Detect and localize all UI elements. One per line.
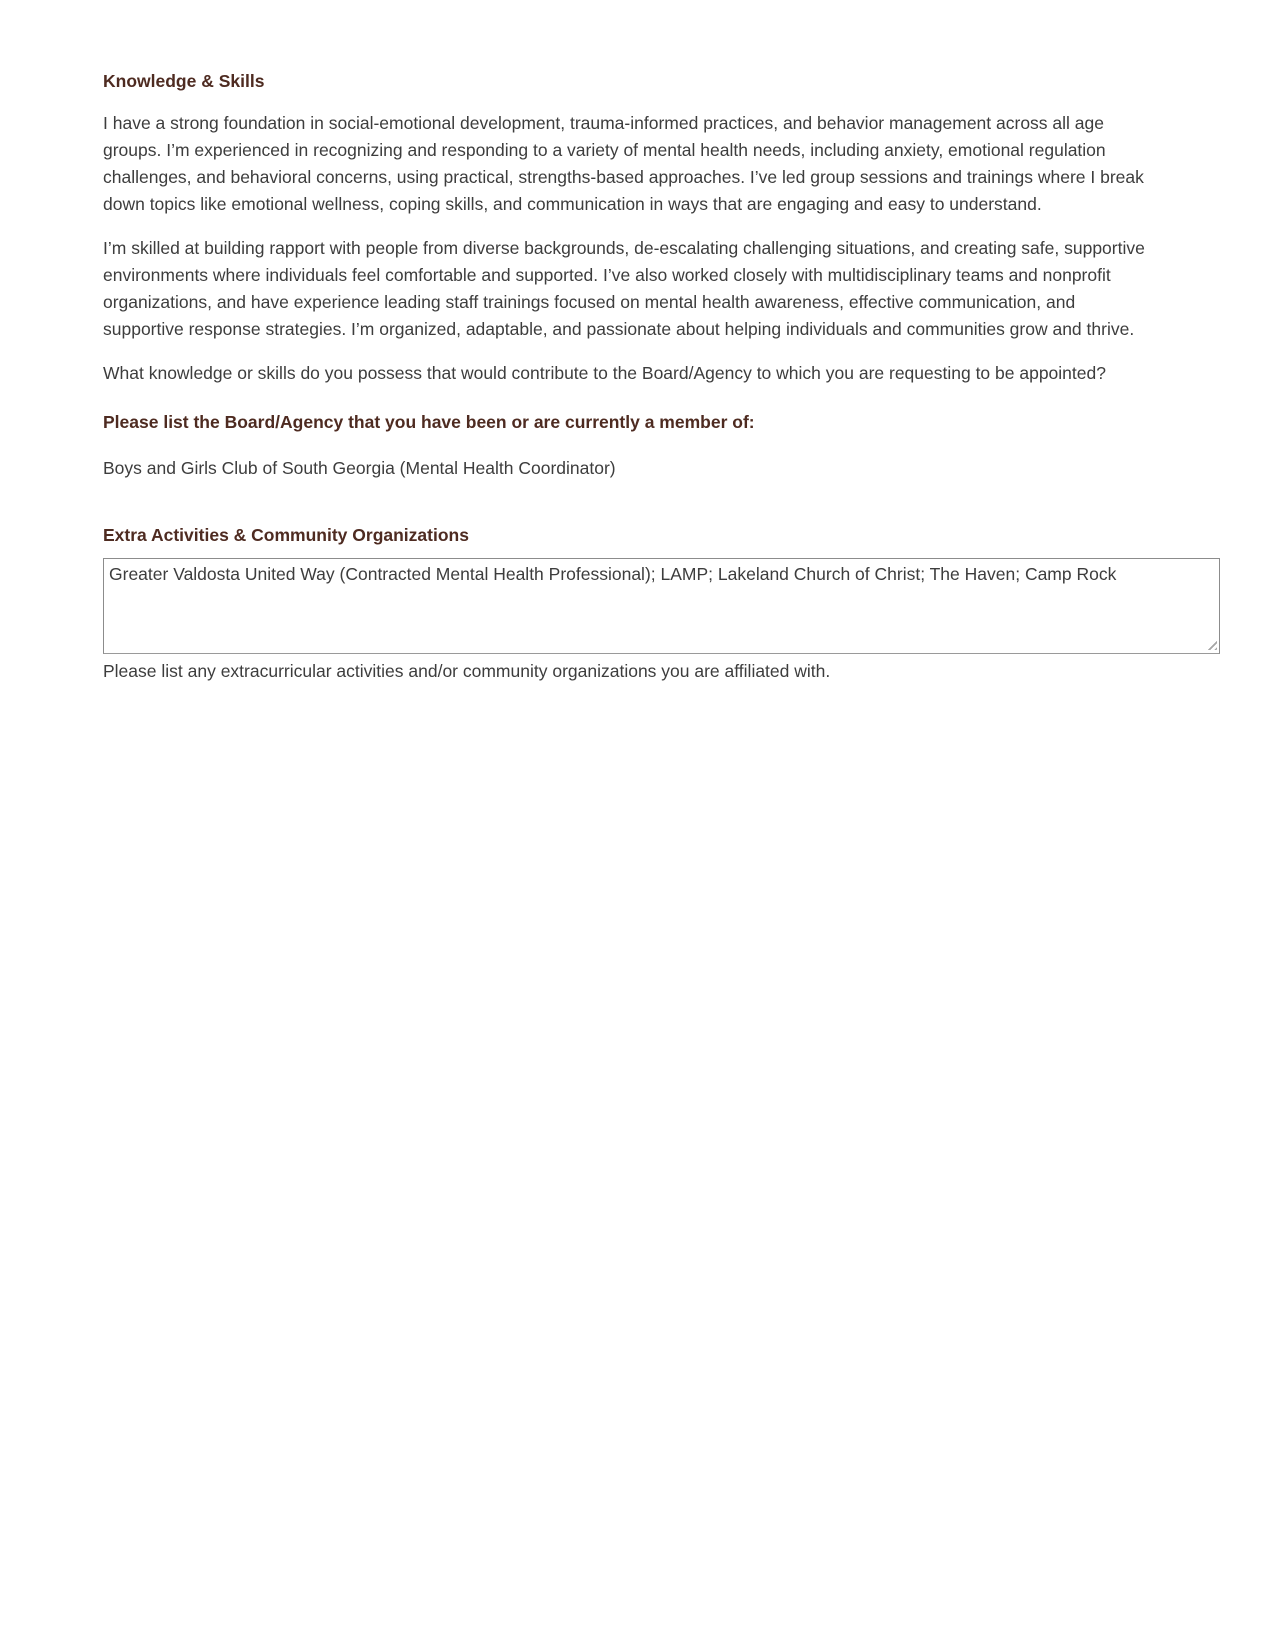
knowledge-skills-question: What knowledge or skills do you possess that would contribute to the Board/Agency to which you are requesting to be appointed?: [103, 363, 1106, 383]
extra-activities-textarea[interactable]: [103, 558, 1220, 654]
knowledge-skills-heading: Knowledge & Skills: [103, 71, 265, 91]
board-agency-heading: Please list the Board/Agency that you have been or are currently a member of:: [103, 412, 755, 432]
knowledge-skills-paragraph-1: I have a strong foundation in social-emotional development, trauma-informed practices, and behavior management across all age groups. I’m experienced in recognizing and responding to a variety of mental health needs, including anxiety, emotional regulation challenges, and behavioral concerns, using practical, strengths-based approaches. I’ve led group sessions and trainings where I break down topics like emotional wellness, coping skills, and communication in ways that are engaging and easy to understand.: [103, 113, 1144, 214]
extra-activities-heading: Extra Activities & Community Organizations: [103, 525, 469, 545]
extra-activities-helper-text: Please list any extracurricular activities and/or community organizations you are affiliated with.: [103, 661, 831, 681]
extra-activities-field: [103, 558, 1220, 654]
knowledge-skills-paragraph-2: I’m skilled at building rapport with people from diverse backgrounds, de-escalating challenging situations, and creating safe, supportive environments where individuals feel comfortable and supported. I’ve also worked closely with multidisciplinary teams and nonprofit organizations, and have experience leading staff trainings focused on mental health awareness, effective communication, and supportive response strategies. I’m organized, adaptable, and passionate about helping individuals and communities grow and thrive.: [103, 238, 1145, 339]
board-agency-value: Boys and Girls Club of South Georgia (Mental Health Coordinator): [103, 458, 616, 478]
